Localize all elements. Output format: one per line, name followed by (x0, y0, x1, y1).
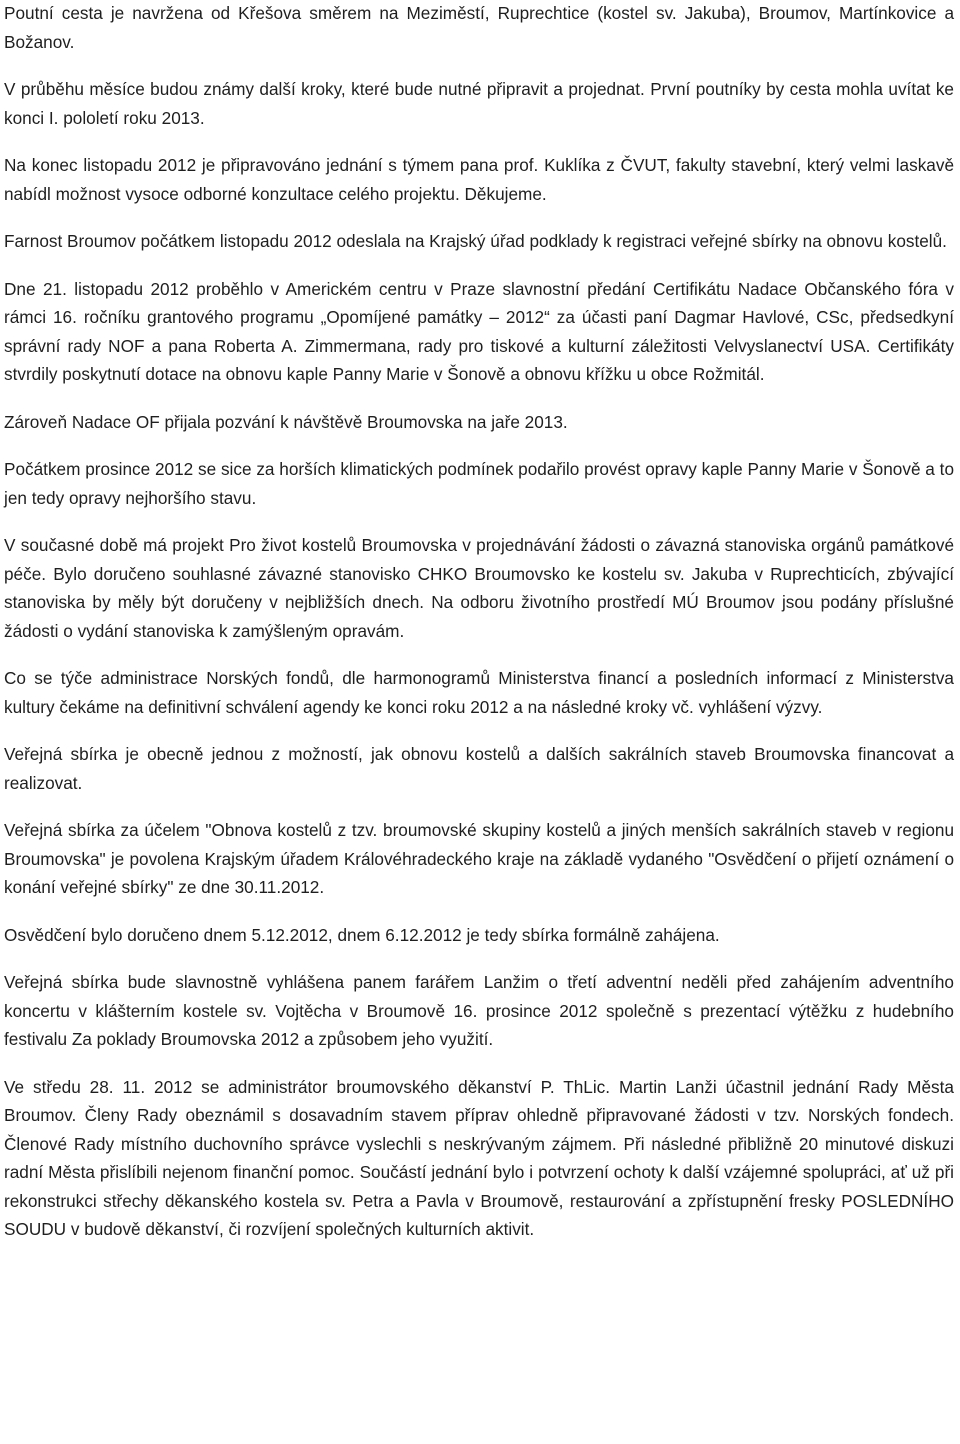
paragraph-certificate-delivery: Osvědčení bylo doručeno dnem 5.12.2012, dnem 6.12.2012 je tedy sbírka formálně zahájena. (4, 924, 720, 945)
paragraph-collection-permit: Veřejná sbírka za účelem "Obnova kostelů z tzv. broumovské skupiny kostelů a jiných menších sakrálních staveb v regionu Broumovska" je povolena Krajským úřadem Královéhradeckého kraje na základě vydaného "Osvědčení o přijetí oznámení o konání veřejné sbírky" ze dne 30.11.2012. (4, 820, 954, 897)
paragraph-nof-visit: Zároveň Nadace OF přijala pozvání k návštěvě Broumovska na jaře 2013. (4, 411, 568, 432)
paragraph-public-collection-intro: Veřejná sbírka je obecně jednou z možností, jak obnovu kostelů a dalších sakrálních staveb Broumovska financovat a realizovat. (4, 744, 954, 793)
paragraph-pilgrimage-route: Poutní cesta je navržena od Křešova směrem na Meziměstí, Ruprechtice (kostel sv. Jakuba), Broumov, Martínkovice a Božanov. (4, 3, 954, 52)
paragraph-cvut-consultation: Na konec listopadu 2012 je připravováno jednání s týmem pana prof. Kuklíka z ČVUT, fakulty stavební, který velmi laskavě nabídl možnost vysoce odborné konzultace celého projektu. Děkujeme. (4, 155, 954, 204)
paragraph-council-meeting: Ve středu 28. 11. 2012 se administrátor broumovského děkanství P. ThLic. Martin Lanži účastnil jednání Rady Města Broumov. Členy Rady obeznámil s dosavadním stavem příprav ohledně připravované žádosti v tzv. Norských fondech. Členové Rady místního duchovního správce vyslechli s neskrývaným zájmem. Při následné přibližně 20 minutové diskuzi radní Města přislíbili nejenom finanční pomoc. Součástí jednání bylo i potvrzení ochoty k další vzájemné spolupráci, ať už při rekonstrukci střechy děkanského kostela sv. Petra a Pavla v Broumově, restaurování a zpřístupnění fresky POSLEDNÍHO SOUDU v budově děkanství, či rozvíjení společných kulturních aktivit. (4, 1076, 954, 1239)
paragraph-collection-announcement: Veřejná sbírka bude slavnostně vyhlášena panem farářem Lanžim o třetí adventní neděli před zahájením adventního koncertu v klášterním kostele sv. Vojtěcha v Broumově 16. prosince 2012 společně s prezentací výtěžku z hudebního festivalu Za poklady Broumovska 2012 a způsobem jeho využití. (4, 972, 954, 1049)
paragraph-next-steps: V průběhu měsíce budou známy další kroky, které bude nutné připravit a projednat. První poutníky by cesta mohla uvítat ke konci I. pololetí roku 2013. (4, 79, 954, 128)
paragraph-collection-registration: Farnost Broumov počátkem listopadu 2012 odeslala na Krajský úřad podklady k registraci veřejné sbírky na obnovu kostelů. (4, 231, 947, 251)
paragraph-certificate-ceremony: Dne 21. listopadu 2012 proběhlo v Americkém centru v Praze slavnostní předání Certifikátu Nadace Občanského fóra v rámci 16. ročníku grantového programu „Opomíjené památky – 2012“ za účasti paní Dagmar Havlové, CSc, předsedkyní správní rady NOF a pana Roberta A. Zimmermana, rady pro tiskové a kulturní záležitosti Velvyslanectví USA. Certifikáty stvrdily poskytnutí dotace na obnovu kaple Panny Marie v Šonově a obnovu křížku u obce Rožmitál. (4, 278, 954, 384)
paragraph-heritage-opinions: V současné době má projekt Pro život kostelů Broumovska v projednávání žádosti o závazná stanoviska orgánů památkové péče. Bylo doručeno souhlasné závazné stanovisko CHKO Broumovsko ke kostelu sv. Jakuba v Ruprechticích, zbývající stanoviska by měly být doručeny v nejbližších dnech. Na odboru životního prostředí MÚ Broumov jsou podány příslušné žádosti o vydání stanoviska k zamýšleným opravám. (4, 535, 954, 641)
paragraph-norway-grants: Co se týče administrace Norských fondů, dle harmonogramů Ministerstva financí a posledních informací z Ministerstva kultury čekáme na definitivní schválení agendy ke konci roku 2012 a na následné kroky vč. vyhlášení výzvy. (4, 668, 954, 717)
paragraph-sonov-chapel-repairs: Počátkem prosince 2012 se sice za horších klimatických podmínek podařilo provést opravy kaple Panny Marie v Šonově a to jen tedy opravy nejhoršího stavu. (4, 459, 954, 508)
